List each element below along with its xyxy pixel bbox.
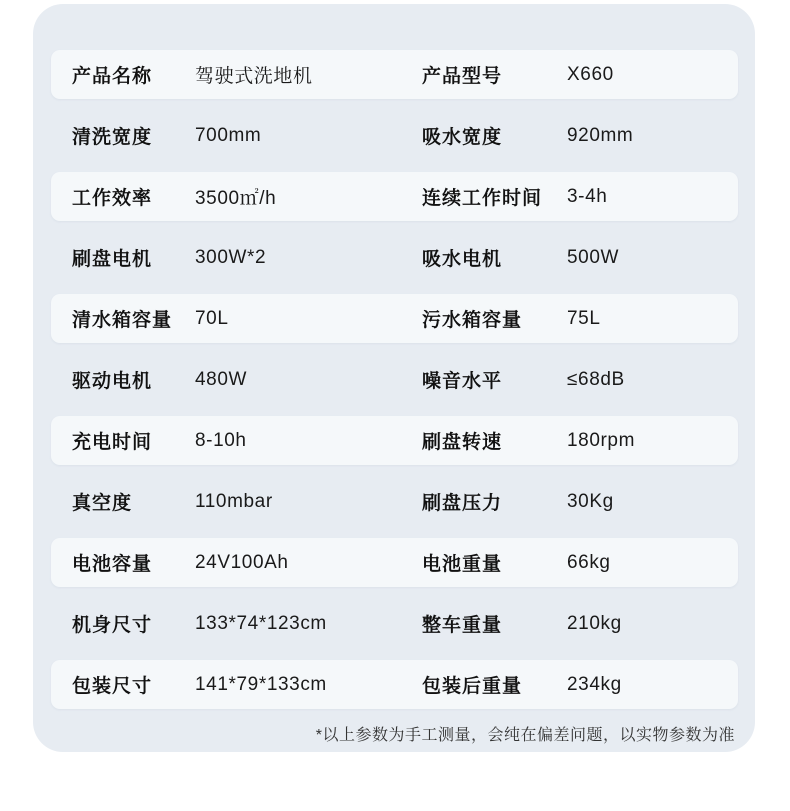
- spec-value: 500W: [567, 246, 620, 268]
- spec-value: 234kg: [567, 673, 622, 695]
- spec-value: 920mm: [567, 124, 634, 146]
- spec-label: 吸水宽度: [422, 127, 503, 148]
- spec-label: 清洗宽度: [72, 127, 153, 148]
- spec-row: [51, 660, 738, 709]
- spec-label: 充电时间: [72, 432, 153, 453]
- spec-value: 133*74*123cm: [195, 612, 327, 634]
- spec-label: 刷盘电机: [72, 249, 153, 270]
- spec-label: 刷盘压力: [422, 493, 503, 514]
- spec-value: 66kg: [567, 551, 611, 573]
- spec-label: 产品名称: [72, 66, 153, 87]
- spec-row: [51, 111, 738, 160]
- spec-row: [51, 172, 738, 221]
- spec-value: X660: [567, 63, 614, 85]
- spec-value: 180rpm: [567, 429, 636, 451]
- spec-label: 连续工作时间: [422, 188, 543, 209]
- spec-row: [51, 477, 738, 526]
- spec-table-panel: [33, 4, 755, 752]
- spec-label: 电池容量: [72, 554, 153, 575]
- disclaimer-note: *以上参数为手工测量，会纯在偏差问题，以实物参数为准: [315, 727, 735, 744]
- spec-label: 包装尺寸: [72, 676, 153, 697]
- spec-row: [51, 538, 738, 587]
- spec-label: 整车重量: [422, 615, 503, 636]
- spec-row: [51, 294, 738, 343]
- spec-value: 驾驶式洗地机: [195, 66, 313, 87]
- spec-value: 8-10h: [195, 429, 247, 451]
- spec-value: 700mm: [195, 124, 262, 146]
- spec-row: [51, 599, 738, 648]
- spec-label: 电池重量: [422, 554, 503, 575]
- spec-value: 70L: [195, 307, 229, 329]
- spec-label: 产品型号: [422, 66, 503, 87]
- spec-label: 驱动电机: [72, 371, 153, 392]
- spec-label: 包装后重量: [422, 676, 523, 697]
- spec-value: 300W*2: [195, 246, 267, 268]
- spec-value: 141*79*133cm: [195, 673, 327, 695]
- spec-value: ≤68dB: [567, 368, 625, 390]
- spec-value: 110mbar: [195, 490, 273, 512]
- spec-value: 30Kg: [567, 490, 614, 512]
- spec-row: [51, 355, 738, 404]
- spec-label: 工作效率: [72, 188, 153, 209]
- spec-label: 刷盘转速: [422, 432, 503, 453]
- spec-label: 机身尺寸: [72, 615, 153, 636]
- spec-value: 3-4h: [567, 185, 608, 207]
- spec-label: 噪音水平: [422, 371, 503, 392]
- spec-label: 真空度: [72, 493, 133, 514]
- spec-value: 75L: [567, 307, 601, 329]
- spec-value: 480W: [195, 368, 248, 390]
- spec-label: 清水箱容量: [72, 310, 173, 331]
- spec-row: [51, 50, 738, 99]
- spec-label: 吸水电机: [422, 249, 503, 270]
- spec-row: [51, 233, 738, 282]
- spec-value: 3500㎡/h: [195, 188, 277, 209]
- spec-value: 210kg: [567, 612, 622, 634]
- spec-label: 污水箱容量: [422, 310, 523, 331]
- spec-row: [51, 416, 738, 465]
- spec-value: 24V100Ah: [195, 551, 289, 573]
